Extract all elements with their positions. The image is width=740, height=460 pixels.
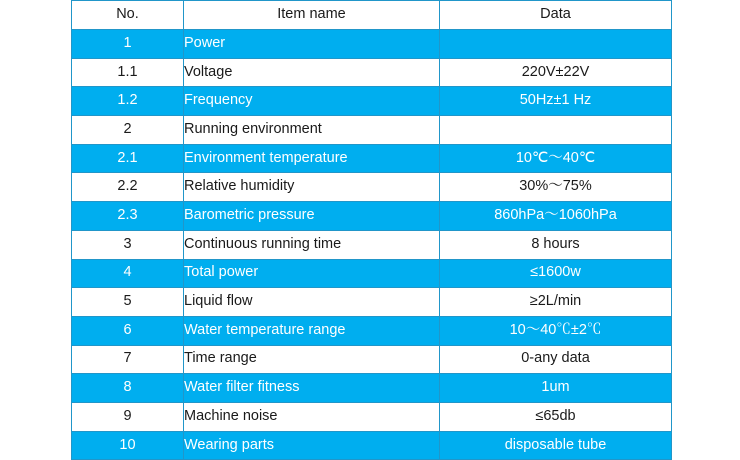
table-row [72,87,672,116]
row-no: 1.1 [72,58,184,87]
row-item-name: Water temperature range [184,316,440,345]
row-no: 2.2 [72,173,184,202]
table-row [72,116,672,145]
table-row [72,345,672,374]
row-no: 1.2 [72,87,184,116]
row-data: 10℃～40℃ [440,144,672,173]
table-row [72,30,672,59]
row-data: disposable tube [440,431,672,460]
row-item-name: Frequency [184,87,440,116]
row-item-name: Environment temperature [184,144,440,173]
row-item-name: Liquid flow [184,288,440,317]
row-item-name: Wearing parts [184,431,440,460]
row-no: 10 [72,431,184,460]
row-data [440,30,672,59]
row-item-name: Continuous running time [184,230,440,259]
table-row [72,230,672,259]
row-data: 1um [440,374,672,403]
row-no: 3 [72,230,184,259]
row-no: 4 [72,259,184,288]
table-row [72,202,672,231]
row-item-name: Time range [184,345,440,374]
row-no: 8 [72,374,184,403]
table-row [72,431,672,460]
row-data: 860hPa～1060hPa [440,202,672,231]
row-no: 5 [72,288,184,317]
table-row [72,144,672,173]
row-data: 0-any data [440,345,672,374]
table-body [72,1,672,460]
row-no: 6 [72,316,184,345]
row-data: 50Hz±1 Hz [440,87,672,116]
row-no: 1 [72,30,184,59]
row-item-name: Relative humidity [184,173,440,202]
table-row [72,288,672,317]
row-item-name: Power [184,30,440,59]
row-item-name: Running environment [184,116,440,145]
row-item-name: Total power [184,259,440,288]
row-data: 220V±22V [440,58,672,87]
column-header-item-name: Item name [184,1,440,30]
row-data [440,116,672,145]
row-no: 7 [72,345,184,374]
table-row [72,402,672,431]
table-row [72,316,672,345]
row-item-name: Voltage [184,58,440,87]
table-row [72,259,672,288]
specification-table [71,0,672,460]
row-item-name: Barometric pressure [184,202,440,231]
row-data: 10～40℃±2℃ [440,316,672,345]
table-row [72,58,672,87]
row-item-name: Water filter fitness [184,374,440,403]
row-no: 2.3 [72,202,184,231]
table-row [72,374,672,403]
row-no: 2.1 [72,144,184,173]
column-header-no: No. [72,1,184,30]
row-item-name: Machine noise [184,402,440,431]
row-data: ≤1600w [440,259,672,288]
row-data: ≤65db [440,402,672,431]
row-no: 9 [72,402,184,431]
column-header-data: Data [440,1,672,30]
row-data: 8 hours [440,230,672,259]
table-header-row [72,1,672,30]
row-data: 30%～75% [440,173,672,202]
row-data: ≥2L/min [440,288,672,317]
table-row [72,173,672,202]
row-no: 2 [72,116,184,145]
